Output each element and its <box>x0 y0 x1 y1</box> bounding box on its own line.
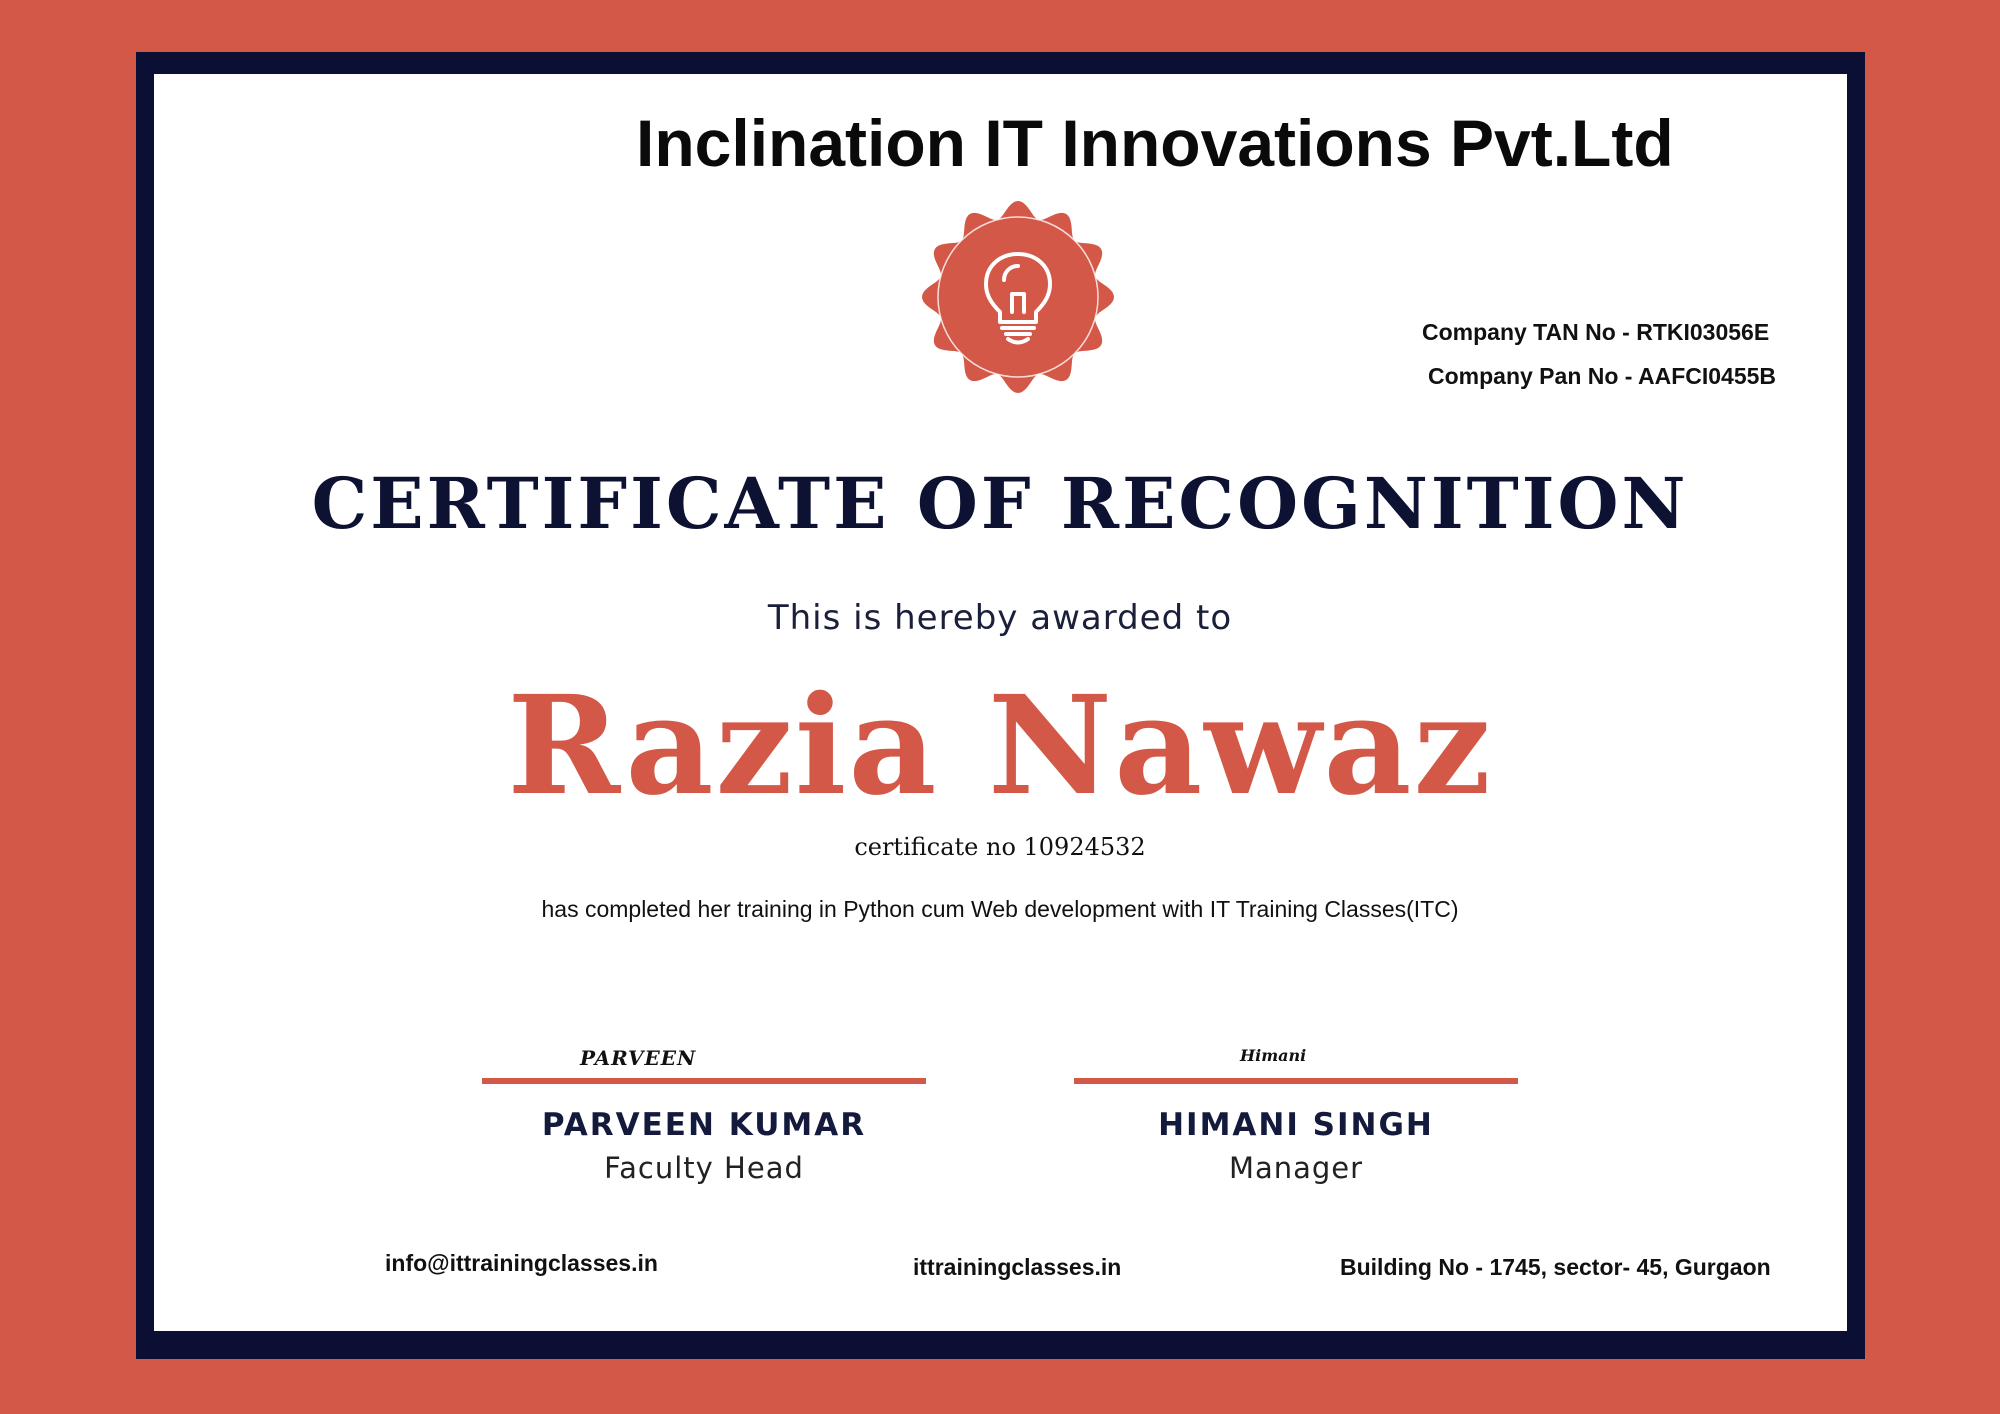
company-name: Inclination IT Innovations Pvt.Ltd <box>636 106 1674 180</box>
lightbulb-icon <box>920 196 1116 398</box>
company-tan-number: Company TAN No - RTKI03056E <box>1422 319 1770 345</box>
signatory-role-2: Manager <box>1228 1151 1364 1185</box>
footer-address: Building No - 1745, sector- 45, Gurgaon <box>1340 1254 1771 1280</box>
signatory-name-2: HIMANI SINGH <box>1158 1107 1434 1143</box>
footer-email: info@ittrainingclasses.in <box>385 1250 658 1276</box>
certificate-number: certificate no 10924532 <box>854 833 1146 861</box>
signatory-role-1: Faculty Head <box>604 1151 804 1185</box>
company-pan-number: Company Pan No - AAFCI0455B <box>1428 363 1777 389</box>
seal-badge <box>920 196 1116 398</box>
signature-parveen: PARVEEN <box>580 1046 697 1070</box>
completion-description: has completed her training in Python cum Web development with IT Training Classes(ITC) <box>541 896 1459 922</box>
signature-himani: Himani <box>1240 1046 1307 1065</box>
signature-line-1 <box>482 1078 926 1084</box>
certificate-title: CERTIFICATE OF RECOGNITION <box>311 462 1689 545</box>
signatory-name-1: PARVEEN KUMAR <box>541 1107 867 1143</box>
recipient-name: Razia Nawaz <box>507 666 1493 826</box>
footer-website: ittrainingclasses.in <box>913 1254 1122 1280</box>
awarded-text: This is hereby awarded to <box>767 598 1233 638</box>
signature-line-2 <box>1074 1078 1518 1084</box>
